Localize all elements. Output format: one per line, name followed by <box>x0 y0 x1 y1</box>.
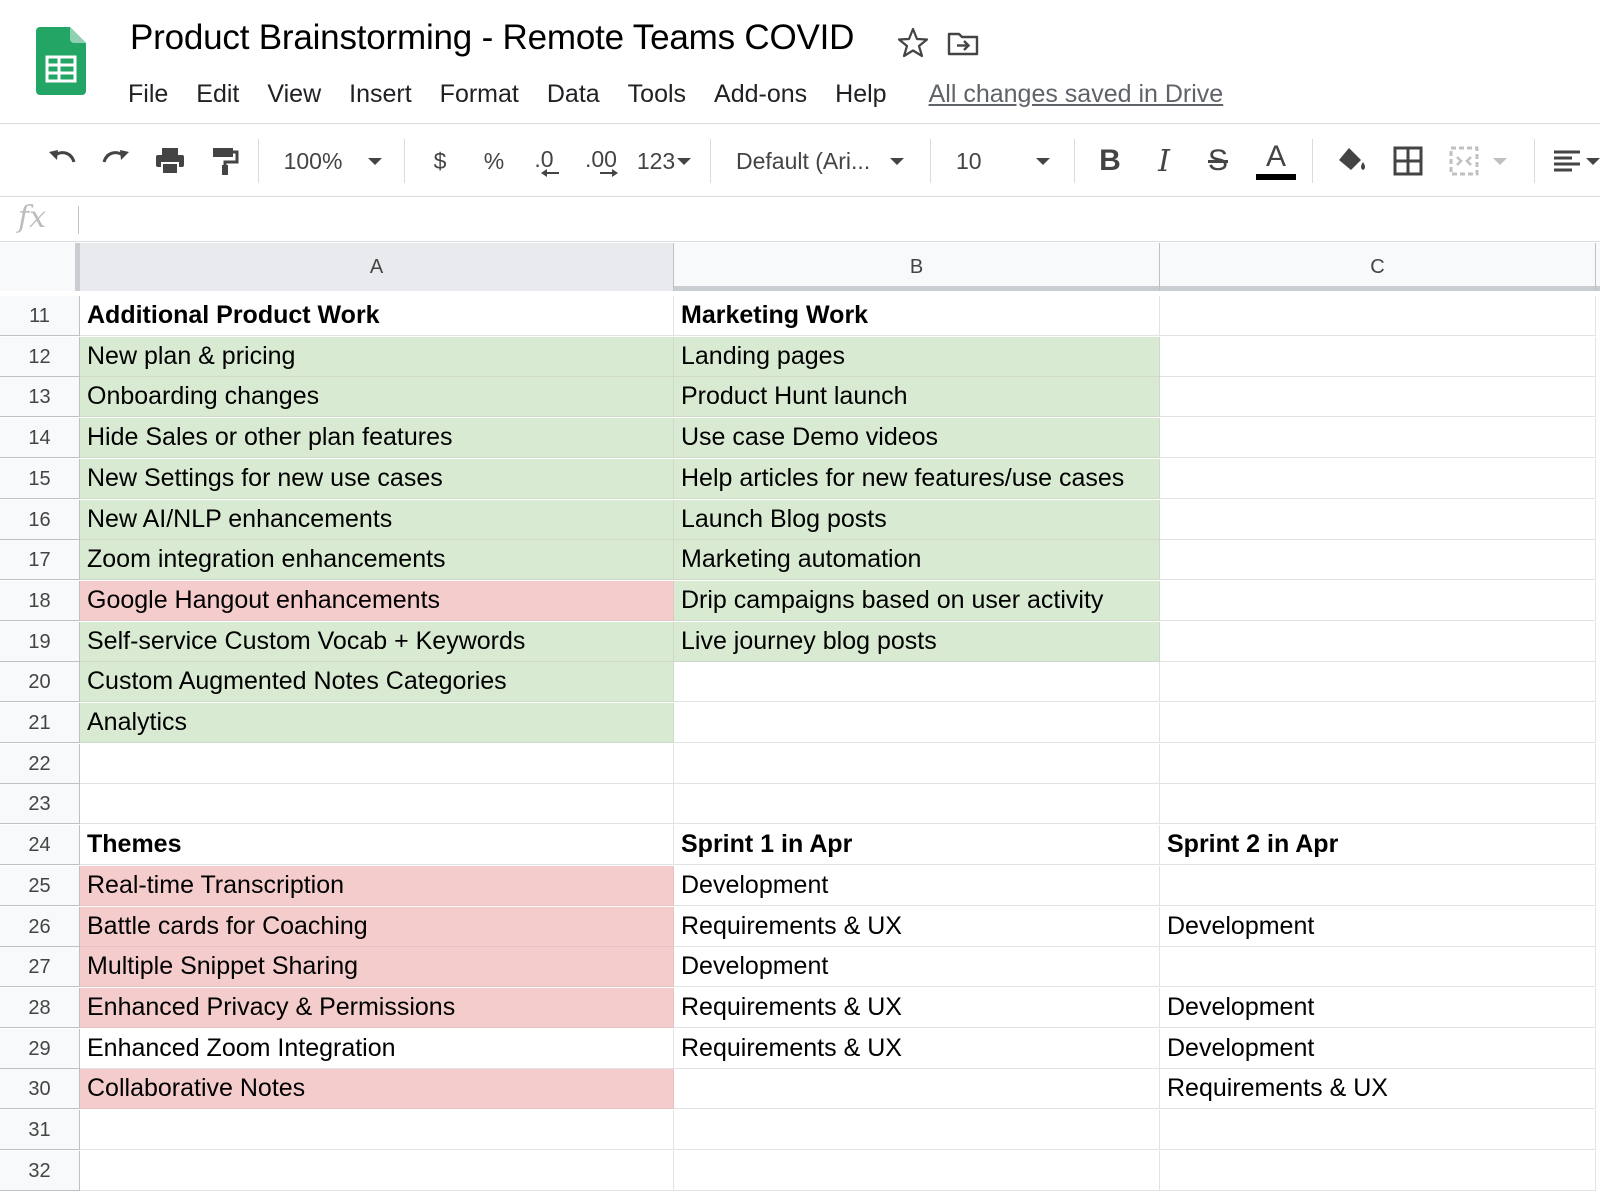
toolbar-separator <box>1312 139 1313 183</box>
menu-help[interactable]: Help <box>835 79 887 108</box>
cell-a20[interactable]: Custom Augmented Notes Categories <box>80 662 674 702</box>
cell-b26[interactable]: Requirements & UX <box>674 907 1160 947</box>
percent-format-button[interactable]: % <box>483 147 505 174</box>
cell-a11[interactable]: Additional Product Work <box>80 296 674 336</box>
formula-bar <box>0 198 1600 242</box>
more-formats-label: 123 <box>636 147 676 174</box>
table-row <box>0 1151 1600 1191</box>
chevron-down-icon <box>1036 158 1050 165</box>
fill-color-button[interactable] <box>1330 139 1374 183</box>
toolbar-separator <box>710 139 711 183</box>
cell-c31[interactable] <box>1160 1110 1596 1150</box>
cell-c24[interactable]: Sprint 2 in Apr <box>1160 825 1596 865</box>
table-row <box>0 907 1600 947</box>
cell-b27[interactable]: Development <box>674 947 1160 987</box>
row-header[interactable]: 26 <box>0 907 80 947</box>
cell-a21[interactable]: Analytics <box>80 703 674 743</box>
save-status-link[interactable]: All changes saved in Drive <box>928 79 1224 108</box>
row-header[interactable]: 17 <box>0 540 80 580</box>
star-icon[interactable] <box>896 26 930 60</box>
table-row <box>0 1069 1600 1109</box>
row-header[interactable]: 15 <box>0 459 80 499</box>
cell-b29[interactable]: Requirements & UX <box>674 1029 1160 1069</box>
cell-c18[interactable] <box>1160 581 1596 621</box>
app-header <box>0 0 1600 124</box>
font-size-value: 10 <box>956 147 982 174</box>
row-header[interactable]: 29 <box>0 1029 80 1069</box>
paint-format-button[interactable] <box>202 139 246 183</box>
toolbar-separator <box>404 139 405 183</box>
table-row <box>0 622 1600 662</box>
toolbar-separator <box>1074 139 1075 183</box>
menu-edit[interactable]: Edit <box>196 79 240 108</box>
column-header-row <box>0 243 1600 291</box>
move-to-folder-icon[interactable] <box>946 26 980 60</box>
row-header[interactable]: 18 <box>0 581 80 621</box>
menu-bar <box>128 74 1223 114</box>
cell-b31[interactable] <box>674 1110 1160 1150</box>
cell-b22[interactable] <box>674 744 1160 784</box>
cell-c13[interactable] <box>1160 377 1596 417</box>
print-button[interactable] <box>148 139 192 183</box>
cell-c20[interactable] <box>1160 662 1596 702</box>
cell-a16[interactable]: New AI/NLP enhancements <box>80 500 674 540</box>
text-color-letter: A <box>1265 140 1286 173</box>
bold-button[interactable]: B <box>1099 144 1121 177</box>
chevron-down-icon <box>677 158 691 165</box>
cell-a30[interactable]: Collaborative Notes <box>80 1069 674 1109</box>
row-header[interactable]: 32 <box>0 1151 80 1191</box>
currency-format-button[interactable]: $ <box>433 147 447 174</box>
cell-a27[interactable]: Multiple Snippet Sharing <box>80 947 674 987</box>
cell-c27[interactable] <box>1160 947 1596 987</box>
table-row <box>0 662 1600 702</box>
table-row <box>0 540 1600 580</box>
cell-b16[interactable]: Launch Blog posts <box>674 500 1160 540</box>
toolbar <box>0 125 1600 197</box>
row-header[interactable]: 22 <box>0 744 80 784</box>
toolbar-separator <box>1534 139 1535 183</box>
table-row <box>0 377 1600 417</box>
decrease-decimal-button[interactable] <box>524 139 564 183</box>
cell-b32[interactable] <box>674 1151 1160 1191</box>
cell-b25[interactable]: Development <box>674 866 1160 906</box>
arrow-right-icon <box>598 169 618 177</box>
row-header[interactable]: 30 <box>0 1069 80 1109</box>
table-row <box>0 866 1600 906</box>
table-row <box>0 703 1600 743</box>
menu-file[interactable]: File <box>128 79 169 108</box>
row-header[interactable]: 23 <box>0 784 80 824</box>
cell-b19[interactable]: Live journey blog posts <box>674 622 1160 662</box>
strikethrough-button[interactable]: S <box>1207 144 1228 177</box>
select-all-corner[interactable] <box>0 243 80 291</box>
increase-decimal-button[interactable] <box>576 139 626 183</box>
toolbar-separator <box>930 139 931 183</box>
cell-c17[interactable] <box>1160 540 1596 580</box>
font-size-select[interactable] <box>956 139 1056 183</box>
menu-format[interactable]: Format <box>439 79 519 108</box>
decrease-decimal-label: .0 <box>534 145 554 172</box>
cell-c19[interactable] <box>1160 622 1596 662</box>
cell-b23[interactable] <box>674 784 1160 824</box>
cell-c16[interactable] <box>1160 500 1596 540</box>
cell-b11[interactable]: Marketing Work <box>674 296 1160 336</box>
cell-a32[interactable] <box>80 1151 674 1191</box>
font-family-value: Default (Ari... <box>736 147 871 174</box>
table-row <box>0 1110 1600 1150</box>
cell-c26[interactable]: Development <box>1160 907 1596 947</box>
arrow-left-icon <box>541 169 561 177</box>
row-header[interactable]: 24 <box>0 825 80 865</box>
table-row <box>0 500 1600 540</box>
row-header[interactable]: 21 <box>0 703 80 743</box>
cell-b24[interactable]: Sprint 1 in Apr <box>674 825 1160 865</box>
paint-bucket-icon <box>1335 144 1369 178</box>
chevron-down-icon <box>890 158 904 165</box>
sheets-logo-icon[interactable] <box>36 27 86 95</box>
row-header[interactable]: 13 <box>0 377 80 417</box>
row-header[interactable]: 28 <box>0 988 80 1028</box>
cell-c23[interactable] <box>1160 784 1596 824</box>
cell-c30[interactable]: Requirements & UX <box>1160 1069 1596 1109</box>
cell-c28[interactable]: Development <box>1160 988 1596 1028</box>
paint-format-icon <box>207 144 241 178</box>
cell-a19[interactable]: Self-service Custom Vocab + Keywords <box>80 622 674 662</box>
table-row <box>0 1029 1600 1069</box>
menu-data[interactable]: Data <box>546 79 600 108</box>
table-row <box>0 947 1600 987</box>
row-header[interactable]: 12 <box>0 337 80 377</box>
menu-insert[interactable]: Insert <box>349 79 412 108</box>
cell-b20[interactable] <box>674 662 1160 702</box>
cell-a23[interactable] <box>80 784 674 824</box>
row-header[interactable]: 16 <box>0 500 80 540</box>
row-header[interactable]: 11 <box>0 296 80 336</box>
cell-a22[interactable] <box>80 744 674 784</box>
spreadsheet-grid <box>0 243 1600 1203</box>
row-header[interactable]: 31 <box>0 1110 80 1150</box>
cell-b18[interactable]: Drip campaigns based on user activity <box>674 581 1160 621</box>
cell-a13[interactable]: Onboarding changes <box>80 377 674 417</box>
cell-c22[interactable] <box>1160 744 1596 784</box>
document-title[interactable]: Product Brainstorming - Remote Teams COVID <box>130 18 855 57</box>
cell-b30[interactable] <box>674 1069 1160 1109</box>
table-row <box>0 418 1600 458</box>
merge-cells-button[interactable] <box>1442 139 1512 183</box>
cell-b21[interactable] <box>674 703 1160 743</box>
cell-b15[interactable]: Help articles for new features/use cases <box>674 459 1160 499</box>
cell-a24[interactable]: Themes <box>80 825 674 865</box>
table-row <box>0 784 1600 824</box>
table-row <box>0 581 1600 621</box>
cell-a12[interactable]: New plan & pricing <box>80 337 674 377</box>
table-row <box>0 988 1600 1028</box>
merge-cells-icon <box>1447 144 1481 178</box>
cell-a18[interactable]: Google Hangout enhancements <box>80 581 674 621</box>
cell-c32[interactable] <box>1160 1151 1596 1191</box>
cell-c15[interactable] <box>1160 459 1596 499</box>
align-left-icon <box>1550 144 1584 178</box>
cell-c21[interactable] <box>1160 703 1596 743</box>
increase-decimal-label: .00 <box>585 145 617 172</box>
cell-a17[interactable]: Zoom integration enhancements <box>80 540 674 580</box>
cell-a28[interactable]: Enhanced Privacy & Permissions <box>80 988 674 1028</box>
chevron-down-icon <box>1493 158 1507 165</box>
undo-button[interactable] <box>40 139 84 183</box>
cell-a26[interactable]: Battle cards for Coaching <box>80 907 674 947</box>
zoom-value: 100% <box>283 147 343 174</box>
formula-bar-divider <box>78 206 79 234</box>
cell-b13[interactable]: Product Hunt launch <box>674 377 1160 417</box>
text-color-swatch <box>1256 174 1296 180</box>
menu-add-ons[interactable]: Add-ons <box>714 79 808 108</box>
column-header-a[interactable]: A <box>80 243 674 291</box>
row-header[interactable]: 25 <box>0 866 80 906</box>
zoom-select[interactable] <box>278 139 388 183</box>
cell-c11[interactable] <box>1160 296 1596 336</box>
chevron-down-icon <box>368 158 382 165</box>
row-header[interactable]: 27 <box>0 947 80 987</box>
table-row <box>0 744 1600 784</box>
row-header[interactable]: 20 <box>0 662 80 702</box>
cell-c25[interactable] <box>1160 866 1596 906</box>
cell-c14[interactable] <box>1160 418 1596 458</box>
font-family-select[interactable] <box>736 139 916 183</box>
borders-icon <box>1391 144 1425 178</box>
horizontal-align-button[interactable] <box>1550 139 1600 183</box>
cell-a25[interactable]: Real-time Transcription <box>80 866 674 906</box>
table-row <box>0 825 1600 865</box>
column-header-b[interactable]: B <box>674 243 1160 291</box>
row-header[interactable]: 14 <box>0 418 80 458</box>
chevron-down-icon <box>1586 158 1600 165</box>
cell-a31[interactable] <box>80 1110 674 1150</box>
column-header-c[interactable]: C <box>1160 243 1596 291</box>
undo-icon <box>45 144 79 178</box>
cell-b28[interactable]: Requirements & UX <box>674 988 1160 1028</box>
redo-icon <box>99 144 133 178</box>
table-row <box>0 296 1600 336</box>
cell-a29[interactable]: Enhanced Zoom Integration <box>80 1029 674 1069</box>
redo-button[interactable] <box>94 139 138 183</box>
table-row <box>0 459 1600 499</box>
table-row <box>0 337 1600 377</box>
italic-button[interactable]: I <box>1158 143 1170 179</box>
menu-view[interactable]: View <box>267 79 322 108</box>
more-formats-button[interactable] <box>634 139 694 183</box>
cell-c12[interactable] <box>1160 337 1596 377</box>
cell-a15[interactable]: New Settings for new use cases <box>80 459 674 499</box>
cell-c29[interactable]: Development <box>1160 1029 1596 1069</box>
cell-a14[interactable]: Hide Sales or other plan features <box>80 418 674 458</box>
text-color-button[interactable] <box>1254 139 1298 183</box>
borders-button[interactable] <box>1386 139 1430 183</box>
formula-input[interactable] <box>86 202 1586 238</box>
toolbar-separator <box>258 139 259 183</box>
menu-tools[interactable]: Tools <box>627 79 687 108</box>
row-header[interactable]: 19 <box>0 622 80 662</box>
function-icon: fx <box>18 200 47 235</box>
cell-b14[interactable]: Use case Demo videos <box>674 418 1160 458</box>
cell-b17[interactable]: Marketing automation <box>674 540 1160 580</box>
cell-b12[interactable]: Landing pages <box>674 337 1160 377</box>
print-icon <box>153 144 187 178</box>
